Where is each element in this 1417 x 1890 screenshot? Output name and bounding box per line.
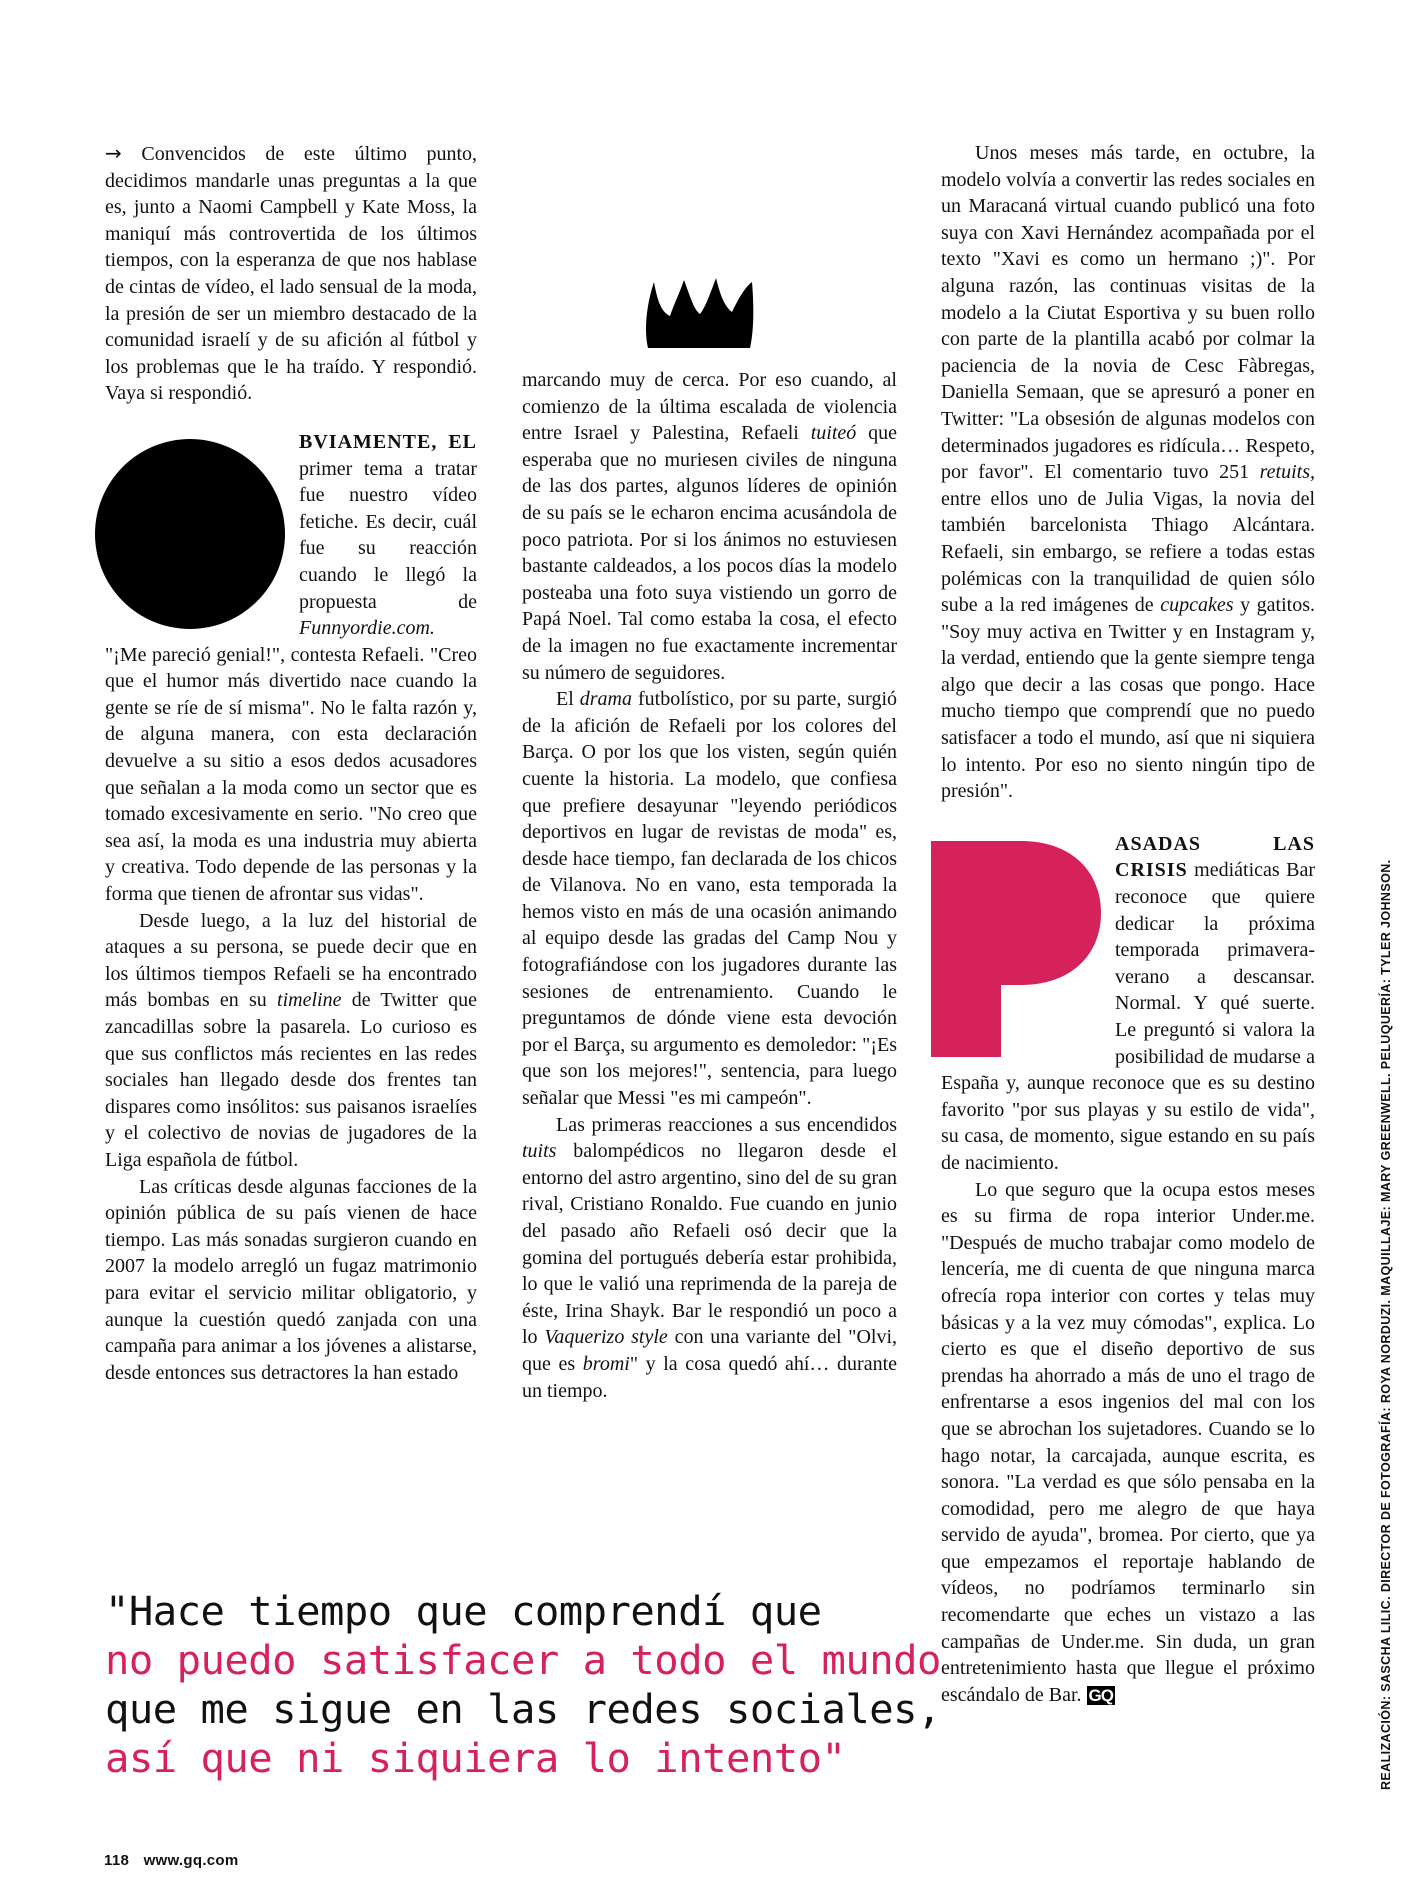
- arrow-right-icon: →: [105, 141, 122, 165]
- paragraph-text: marcando muy de cerca. Por eso cuando, al comienzo de la última escalada de violencia entre Israel y Palestina, Refaeli: [522, 369, 897, 445]
- page-number: 118: [104, 1852, 130, 1869]
- dropcap-p-letter: [931, 841, 1101, 1057]
- dropcap-o-circle: [95, 439, 285, 629]
- paragraph-text: Lo que seguro que la ocupa estos meses es su firma de ropa interior Under.me. "Después de mucho trabajar como modelo de lencería, me di cuenta de que ninguna marca ofrecía ropa interior con cortes y telas muy básicas y a la vez muy cómodas", explica. Lo cierto es que el diseño deportivo de sus prendas ha ahorrado a más de uno el trago de enfrentarse a esos ingenios del mal con los que se abrochan los sujetadores. Cuando se lo hago notar, la carcajada, aunque escrita, es sonora. "La verdad es que sólo pensaba en la comodidad, pero me alegro de que haya servido de ayuda", bromea. Por cierto, que ya que empezamos el reportaje hablando de vídeos, no podríamos terminarlo sin recomendarte que eches un vistazo a las campañas de Under.me. Sin duda, un gran entretenimiento hasta que llegue el próximo escándalo de Bar.: [941, 1178, 1315, 1706]
- paragraph: [105, 1174, 477, 1387]
- gq-end-mark: GQ: [1088, 1685, 1113, 1705]
- italic-term: retuits,: [1259, 461, 1316, 484]
- lead-in: ASADAS LAS CRISIS: [1115, 832, 1315, 882]
- site-name: Funnyordie.com.: [299, 617, 435, 640]
- paragraph-text: balompédicos no llegaron desde el entorno del astro argentino, sino del de su gran rival, Cristiano Ronaldo. Fue cuando en junio del pasado año Refaeli osó decir que la gomina del portugués debería estar prohibida, lo que le valió una reprimenda de la pareja de éste, Irina Shayk. Bar le respondió un poco a lo: [522, 1140, 897, 1349]
- paragraph: [522, 686, 897, 1112]
- article-column-3: [941, 140, 1315, 1709]
- paragraph: [522, 367, 897, 686]
- paragraph-text: Desde luego, a la luz del historial de ataques a su persona, se puede decir que en los últimos tiempos Refaeli se ha encontrado más bombas en su: [105, 909, 477, 1012]
- site-url: www.gq.com: [143, 1852, 239, 1869]
- paragraph-text: entre ellos uno de Julia Vigas, la novia del también barcelonista Thiago Alcántara. Refaeli, sin embargo, se refiere a todas estas polémicas con la tranquilidad de quien sólo sube a la red imágenes de: [941, 487, 1315, 617]
- paragraph: [522, 1112, 897, 1405]
- italic-term: drama: [579, 688, 632, 711]
- paragraph-text: Convencidos de este último punto, decidimos mandarle unas preguntas a la que es, junto a Naomi Campbell y Kate Moss, la maniquí más controvertida de los últimos tiempos, con la esperanza de que nos hablase de cintas de vídeo, el lado sensual de la moda, la presión de ser un miembro destacado de la comunidad israelí y de su afición al fútbol y los problemas que le ha traído. Y respondió. Vaya si respondió.: [105, 143, 477, 405]
- paragraph: [941, 140, 1315, 805]
- italic-term: Vaquerizo style: [544, 1326, 668, 1349]
- paragraph-dropcap: [105, 429, 477, 908]
- lead-in: BVIAMENTE, EL: [299, 430, 477, 453]
- article-column-2: [522, 367, 897, 1404]
- paragraph: [941, 1177, 1315, 1710]
- paragraph-text: Las primeras reacciones a sus encendidos: [556, 1113, 897, 1136]
- paragraph-text: mediáticas Bar reconoce que quiere dedicar la próxima temporada primavera-verano a descansar. Normal. Y qué suerte. Le preguntó si valora la posibilidad de mudarse a España y, aunque reconoce que es su destino favorito "por sus playas y su estilo de vida", su casa, de momento, sigue estando en su país de nacimiento.: [941, 859, 1315, 1174]
- paragraph-text: futbolístico, por su parte, surgió de la afición de Refaeli por los colores del Barça. O por los que los visten, según quién cuente la historia. La modelo, que confiesa que prefiere desayunar "leyendo periódicos deportivos en lugar de revistas de moda" es, desde hace tiempo, fan declarada de los chicos de Vilanova. No en vano, esta temporada la hemos visto en más de una ocasión animando al equipo desde las gradas del Camp Nou y fotografiándose con los jugadores durante las sesiones de entrenamiento. Cuando le preguntamos de dónde viene esta devoción por el Barça, su argumento es demoledor: "¡Es que son los mejores!", sentencia, para luego señalar que Messi "es mi campeón".: [522, 688, 898, 1110]
- paragraph: [105, 140, 477, 407]
- paragraph-text: que esperaba que no muriesen civiles de ninguna de las dos partes, algunos líderes de opinión de su país se le echaron encima acusándola de poco patriota. Por si los ánimos no estuviesen bastante caldeados, a los pocos días la modelo posteaba una foto suya vistiendo un gorro de Papá Noel. Tal como estaba la cosa, el efecto de la imagen no fue exactamente incrementar su número de seguidores.: [522, 422, 898, 684]
- paragraph: [105, 908, 477, 1174]
- italic-term: timeline: [277, 989, 342, 1012]
- italic-term: tuits: [522, 1140, 557, 1163]
- article-column-1: [105, 140, 477, 1386]
- paragraph-dropcap: [941, 831, 1315, 1177]
- paragraph-text: Unos meses más tarde, en octubre, la modelo volvía a convertir las redes sociales en un Maracaná virtual cuando publicó una foto suya con Xavi Hernández acompañada por el texto "Xavi es como un hermano ;)". Por alguna razón, las continuas visitas de la modelo a la Ciutat Esportiva y su buen rollo con parte de la plantilla acabó por colmar la paciencia de la novia de Cesc Fàbregas, Daniella Semaan, que se apresuró a poner en Twitter: "La obsesión de algunas modelos con determinados jugadores es ridícula… Respeto, por favor". El comentario tuvo 251: [941, 142, 1315, 484]
- page-folio: [104, 1852, 239, 1869]
- pull-quote-line-accent: así que ni siquiera lo intento": [105, 1734, 846, 1782]
- pull-quote-line: que me sigue en las redes sociales,: [105, 1685, 941, 1733]
- italic-term: cupcakes: [1160, 594, 1234, 617]
- pull-quote-line-accent: no puedo satisfacer a todo el mundo: [105, 1636, 941, 1684]
- paragraph-text: con una variante del "Olvi, que es: [522, 1326, 897, 1375]
- paragraph-text: de Twitter que zancadillas sobre la pasarela. Lo curioso es que sus conflictos más recientes en las redes sociales han llegado desde dos frentes tan dispares como insólitos: sus paisanos israelíes y el colectivo de novias de jugadores de la Liga española de fútbol.: [105, 989, 478, 1171]
- paragraph-text: y gatitos. "Soy muy activa en Twitter y en Instagram y, la verdad, entiendo que la gente siempre tenga algo que decir a las cosas que pongo. Hace mucho tiempo que comprendí que no puedo satisfacer a todo el mundo, así que ni siquiera lo intento. Por eso no siento ningún tipo de presión".: [941, 594, 1315, 803]
- paragraph-text: Las críticas desde algunas facciones de la opinión pública de su país vienen de hace tiempo. Las más sonadas surgieron cuando en 2007 la modelo arregló un fugaz matrimonio para evitar el servicio militar obligatorio, y aunque la cuestión quedó zanjada con una campaña para animar a los jóvenes a alistarse, desde entonces sus detractores la han estado: [105, 1175, 477, 1384]
- photo-credits: REALIZACIÓN: SASCHA LILIC. DIRECTOR DE FOTOGRAFÍA: ROYA NORDUZI. MAQUILLAJE: MARY GREENWELL. PELUQUERÍA: TYLER JOHNSON.: [1379, 859, 1393, 1790]
- paragraph-text: " y la cosa quedó ahí… durante un tiempo.: [522, 1352, 897, 1402]
- pull-quote-line: "Hace tiempo que comprendí que: [105, 1587, 822, 1635]
- paragraph-text: "¡Me pareció genial!", contesta Refaeli. "Creo que el humor más divertido nace cuando la gente se ríe de sí misma". No le falta razón y, de alguna manera, con esta declaración devuelve a su sitio a esos dedos acusadores que señalan a la moda como un sector que es tomado excesivamente en serio. "No creo que sea así, la moda es una industria muy abierta y creativa. Todo depende de las personas y la forma que tienen de afrontar sus vidas".: [105, 643, 477, 906]
- pull-quote: [105, 1587, 941, 1783]
- paragraph-text: primer tema a tratar fue nuestro vídeo fetiche. Es decir, cuál fue su reacción cuando le llegó la propuesta de: [299, 457, 477, 613]
- italic-term: bromi: [582, 1352, 630, 1375]
- paragraph-text: El: [556, 688, 574, 711]
- crown-icon: [640, 276, 758, 348]
- italic-term: tuiteó: [810, 422, 857, 445]
